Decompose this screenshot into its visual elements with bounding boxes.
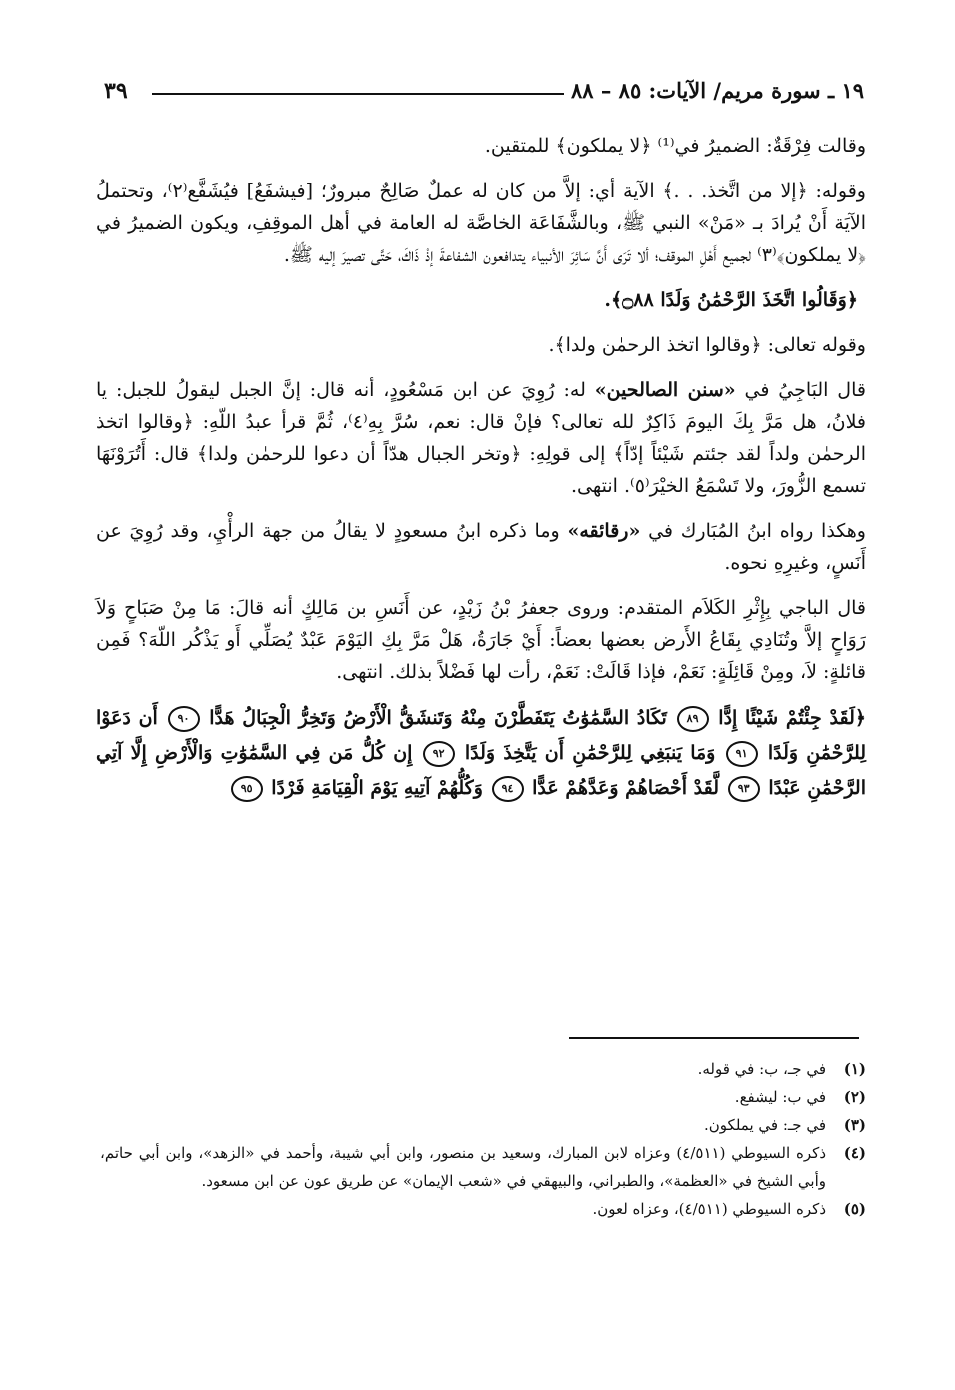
book-title-raqaiq: «رقائقه» [567, 520, 641, 542]
header-rule [152, 93, 564, 95]
ayah-text: إِن كُلُّ مَن فِي السَّمَٰوَٰتِ وَالْأَرْضِ إِلَّا آتِي الرَّحْمَٰنِ عَبْدًا [96, 742, 866, 799]
footnote-text: في جـ، ب: في قوله. [697, 1060, 826, 1078]
footnotes [100, 1055, 866, 1223]
ayah-number-marker: ٩٣ [728, 776, 760, 802]
ayah-text: وَكُلُّهُمْ آتِيهِ يَوْمَ الْقِيَامَةِ فَرْدًا [271, 777, 483, 799]
footnote-text: ذكره السيوطي (٤/٥١١)، وعزاه لعون. [592, 1200, 826, 1218]
footnote-item [100, 1055, 866, 1083]
paragraph-5-prefix: وهكذا رواه ابنُ المُبَارك في [640, 520, 866, 542]
footnote-number: (١) [843, 1060, 866, 1078]
footnote-number: (٣) [843, 1116, 866, 1134]
page-number: ٣٩ [104, 78, 128, 104]
footnote-text: في ب: ليشفع. [734, 1088, 826, 1106]
ayah-number-marker: ٩٥ [231, 776, 263, 802]
paragraph-4 [96, 374, 866, 502]
paragraph-5 [96, 515, 866, 579]
running-header [104, 78, 864, 108]
paragraph-4-prefix: قال البَاجِيُ في [735, 379, 866, 401]
paragraph-5-rest: وما ذكره ابنُ مسعودٍ لا يقالُ من جهة الرأْيِ، وقد رُوِيَ عن أَنَسٍ، وغيرِهِ نحوه. [96, 520, 866, 574]
paragraph-1: وقالت فِرْقَةٌ: الضميرُ في⁽¹⁾ ﴿لا يملكون﴾ للمتقين. [484, 135, 866, 157]
footnote-item [100, 1111, 866, 1139]
footnote-text: ذكره السيوطي (٤/٥١١) وعزاه لابن المبارك، وسعيد بن منصور، وابن أبي شيبة، وأحمد في «الزهد»، وابن أبي حاتم، وأبي الشيخ في «العظمة»، والطبراني، والبيهقي في «شعب الإيمان» عن طريق عون عن ابن مسعود. [100, 1144, 826, 1190]
quran-block [96, 701, 866, 806]
paragraph-2: وقوله: ﴿إلا من اتَّخذ. . .﴾ الآية أي: إلاَّ من كان له عملٌ صَالِحٌ مبرورٌ؛ [فيشفَعُ] فيُشَفَّع⁽٢⁾، وتحتملُ الآيَة أَنْ يُرادَ بـ «مَنْ» النبي ﷺ، وبالشَّفَاعَة الخاصَّة له العامة في أهل الموقِفِ، ويكون الضميرُ في ﴿لا يملكون﴾⁽٣⁾ لجميع أَهْلِ الموقف؛ ألا تَرَى أَنَّ سَائِرَ الأنبياء يتدافعون الشفاعةَ إذْ ذَاكَ، حَتَّى تصيرَ إليه ﷺ. [96, 180, 866, 266]
paragraph-3: وقوله تعالى: ﴿وقالوا اتخذ الرحمٰن ولدا﴾. [548, 334, 866, 356]
book-title-sunan: «سنن الصالحين» [594, 379, 736, 401]
footnote-item [100, 1139, 866, 1195]
ayah-number-marker: ٩٠ [168, 706, 200, 732]
ayah-text: ﴿لَقَدْ جِئْتُمْ شَيْئًا إِدًّا [718, 707, 866, 729]
ayah-number-marker: ٩٤ [492, 776, 524, 802]
ayah-text: تَكَادُ السَّمَٰوَٰتُ يَتَفَطَّرْنَ مِنْهُ وَتَنشَقُّ الْأَرْضُ وَتَخِرُّ الْجِبَالُ هَدًّا [209, 707, 667, 729]
footnote-number: (٥) [843, 1200, 866, 1218]
footnote-number: (٢) [843, 1088, 866, 1106]
header-title: ١٩ ـ سورة مريم/ الآيات: ٨٥ – ٨٨ [570, 78, 864, 103]
footnote-separator [569, 1037, 859, 1039]
ayah-number-marker: ٩٢ [423, 741, 455, 767]
paragraph-4-rest: له: رُوِيَ عن ابن مَسْعُودٍ، أنه قال: إنَّ الجبل ليقولُ للجبل: يا فلانُ، هل مَرَّ بِكَ اليومَ ذَاكِرٌ لله تعالى؟ فإنْ قال: نعم، سُرَّ بِهِ⁽٤⁾، ثُمَّ قرأ عبدُ اللّهِ: ﴿وقالوا اتخذ الرحمٰن ولداً لقد جئتم شَيْئاً إدّاً﴾ إلى قولِهِ: ﴿وتخر الجبال هدّاً أن دعوا للرحمٰن ولدا﴾ قال: أَتُرَوْنَهَا تسمع الزُّورَ، ولا تَسْمَعُ الخيْرَ⁽٥⁾. انتهى. [96, 379, 866, 497]
footnote-text: في جـ: في يملكون. [704, 1116, 826, 1134]
quran-verse-88: ﴿وَقَالُوا اتَّخَذَ الرَّحْمَٰنُ وَلَدًا ۝٨٨﴾. [604, 289, 858, 311]
body-text [96, 130, 866, 806]
paragraph-6: قال الباجي بِإِثْرِ الكَلاَم المتقدم: وروى جعفرُ بْنُ زَيْدٍ، عن أَنَسِ بن مَالِكٍ أنه قالَ: مَا مِنْ صَبَاحٍ وَلاَ رَوَاحٍ إلاَّ وتُنَادِي بِقَاعُ الأَرض بعضها بعضاً: أَيْ جَارَةُ، هَلْ مَرَّ بِكِ اليَوْمَ عَبْدٌ يُصَلِّي أَو يَذْكُر اللّهَ؟ فَمِن قائلةٍ: لاَ، ومِنْ قَائِلَةٍ: نَعَمْ، فإذا قَالَتْ: نَعَمْ، رأت لها فَضْلاً بذلك. انتهى. [96, 597, 866, 683]
ayah-text: لَّقَدْ أَحْصَاهُمْ وَعَدَّهُمْ عَدًّا [532, 777, 720, 799]
footnote-item [100, 1083, 866, 1111]
footnote-number: (٤) [843, 1144, 866, 1162]
footnote-item [100, 1195, 866, 1223]
ayah-text: أَن دَعَوْا لِلرَّحْمَٰنِ وَلَدًا [96, 707, 867, 764]
ayah-text: وَمَا يَنبَغِي لِلرَّحْمَٰنِ أَن يَتَّخِذَ وَلَدًا [464, 742, 716, 764]
ayah-number-marker: ٨٩ [677, 706, 709, 732]
ayah-number-marker: ٩١ [726, 741, 758, 767]
